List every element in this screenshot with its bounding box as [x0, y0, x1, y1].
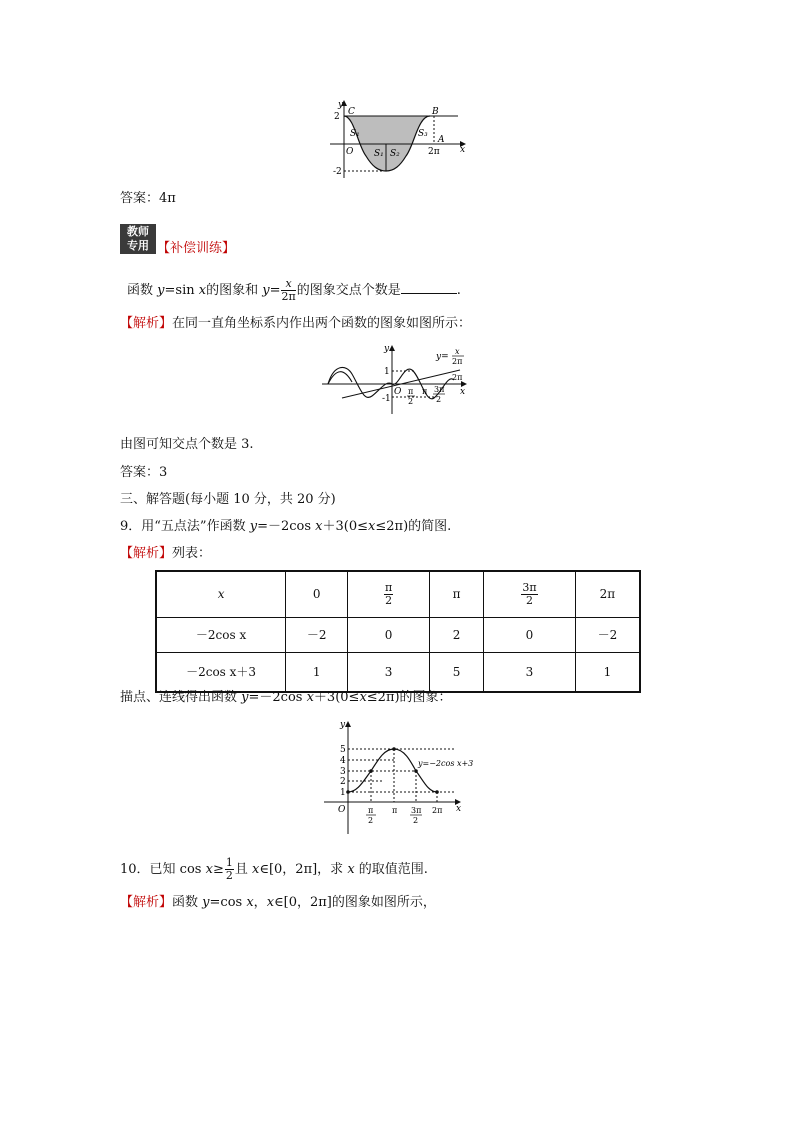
- label-A: A: [438, 135, 445, 145]
- table-cell: －2: [575, 617, 640, 652]
- table-row: [156, 652, 640, 692]
- label-1: 1: [340, 788, 346, 798]
- label-O: O: [394, 387, 402, 397]
- answer-2: [120, 464, 167, 482]
- label-S1: S₁: [350, 129, 360, 139]
- label-2pi: 2π: [428, 147, 440, 157]
- table-cell: 1: [286, 652, 348, 692]
- answer-label: 答案：: [120, 465, 160, 480]
- label-pi: π: [422, 387, 428, 396]
- label-x: x: [456, 804, 462, 814]
- plot-text: 描点、连线得出函数 y=－2cos x＋3(0≤x≤2π)的图象：: [120, 690, 452, 705]
- problem-intro: 函数 y=sin x的图象和 y= $\frac{x}{2\pi}$ 的图象交点个数是 .: [127, 277, 461, 303]
- table-cell: －2: [286, 617, 348, 652]
- answer-label: 答案：: [120, 191, 160, 206]
- label-legend-num: x: [455, 347, 460, 356]
- label-neg-one: -1: [382, 394, 391, 404]
- table-cell: 3: [484, 652, 576, 692]
- point-pi2: [369, 769, 373, 773]
- table-cell: 2π: [575, 571, 640, 617]
- table-cell: 2: [429, 617, 483, 652]
- analysis-1: 【解析】在同一直角坐标系内作出两个函数的图象如图所示：: [120, 316, 472, 331]
- label-O: O: [338, 805, 346, 815]
- problem-10: 10．已知 cos x≥ $\frac{1}{2}$ 且 x∈[0，2π]，求 x 的取值范围.: [120, 856, 428, 882]
- answer-blank: [401, 281, 457, 294]
- label-right-den: 2π: [452, 373, 463, 382]
- point-pi: [392, 747, 396, 751]
- table-cell: π: [429, 571, 483, 617]
- label-3: 3: [340, 767, 346, 777]
- label-pi32-num: 3π: [411, 806, 422, 815]
- answer-1: [120, 190, 176, 208]
- label-4: 4: [340, 756, 346, 766]
- fraction-one-half: $\frac{1}{2}$: [225, 856, 233, 882]
- label-pi32-num: 3π: [434, 385, 445, 394]
- label-pi2-num: π: [408, 387, 414, 396]
- table-cell: 0: [286, 571, 348, 617]
- label-legend-y: y=: [436, 352, 449, 362]
- label-pi2-den: 2: [408, 397, 414, 406]
- table-cell: 3: [348, 652, 430, 692]
- problem-9: 9．用“五点法”作函数 y=－2cos x＋3(0≤x≤2π)的简图.: [120, 519, 452, 534]
- table-cell: $\frac{\pi}{2}$: [348, 571, 430, 617]
- area-figure: [330, 98, 470, 178]
- label-S3: S₃: [418, 129, 428, 139]
- point-2pi: [435, 790, 439, 794]
- five-point-figure: [324, 718, 474, 834]
- label-y: y: [384, 344, 390, 354]
- y-arrow-icon: [389, 345, 395, 351]
- value-table: [155, 570, 641, 693]
- table-cell: 0: [348, 617, 430, 652]
- label-y: y: [338, 100, 344, 110]
- answer-value: 3: [159, 465, 168, 480]
- conclusion-1: 由图可知交点个数是 3.: [120, 437, 254, 452]
- label-O: O: [346, 147, 354, 157]
- analysis-3: 【解析】函数 y=cos x，x∈[0，2π]的图象如图所示，: [120, 895, 436, 910]
- label-pi2-den: 2: [368, 816, 374, 825]
- point-3pi2: [414, 769, 418, 773]
- label-S2: S₂: [390, 149, 400, 159]
- label-legend-den: 2π: [452, 357, 463, 366]
- label-2pi: 2π: [432, 806, 443, 815]
- label-pi2-num: π: [368, 806, 374, 815]
- intersection-figure: [322, 342, 472, 414]
- table-cell: 0: [484, 617, 576, 652]
- label-pi: π: [392, 806, 398, 815]
- table-cell: 5: [429, 652, 483, 692]
- point-0: [346, 790, 350, 794]
- label-x: x: [460, 145, 466, 155]
- analysis-2: 【解析】列表：: [120, 546, 212, 561]
- fraction-x-over-2pi: $\frac{x}{2\pi}$: [281, 277, 296, 303]
- label-curve: y=−2cos x+3: [418, 759, 474, 768]
- table-row: [156, 571, 640, 617]
- label-x: x: [460, 387, 466, 397]
- table-cell: x: [156, 571, 286, 617]
- label-S1-bottom: S₁: [374, 149, 384, 159]
- label-pi32-den: 2: [413, 816, 419, 825]
- label-pi32-den: 2: [436, 395, 442, 404]
- label-2: 2: [334, 112, 340, 122]
- label-5: 5: [340, 745, 346, 755]
- table-cell: 1: [575, 652, 640, 692]
- answer-value: 4π: [159, 191, 176, 206]
- section-3-heading: 三、解答题(每小题 10 分，共 20 分): [120, 492, 336, 507]
- label-C: C: [348, 107, 355, 117]
- label-one: 1: [384, 367, 390, 377]
- teacher-badge: 教师 专用: [120, 224, 156, 254]
- table-cell: $\frac{3\pi}{2}$: [484, 571, 576, 617]
- label-B: B: [432, 107, 439, 117]
- supplement-title: 【补偿训练】: [157, 241, 236, 256]
- table-cell: －2cos x＋3: [156, 652, 286, 692]
- sine-curve-left: [328, 372, 352, 384]
- label-neg2: -2: [333, 167, 342, 177]
- table-row: [156, 617, 640, 652]
- label-2: 2: [340, 777, 346, 787]
- y-arrow-icon: [345, 721, 351, 727]
- label-y: y: [340, 720, 346, 730]
- table-cell: －2cos x: [156, 617, 286, 652]
